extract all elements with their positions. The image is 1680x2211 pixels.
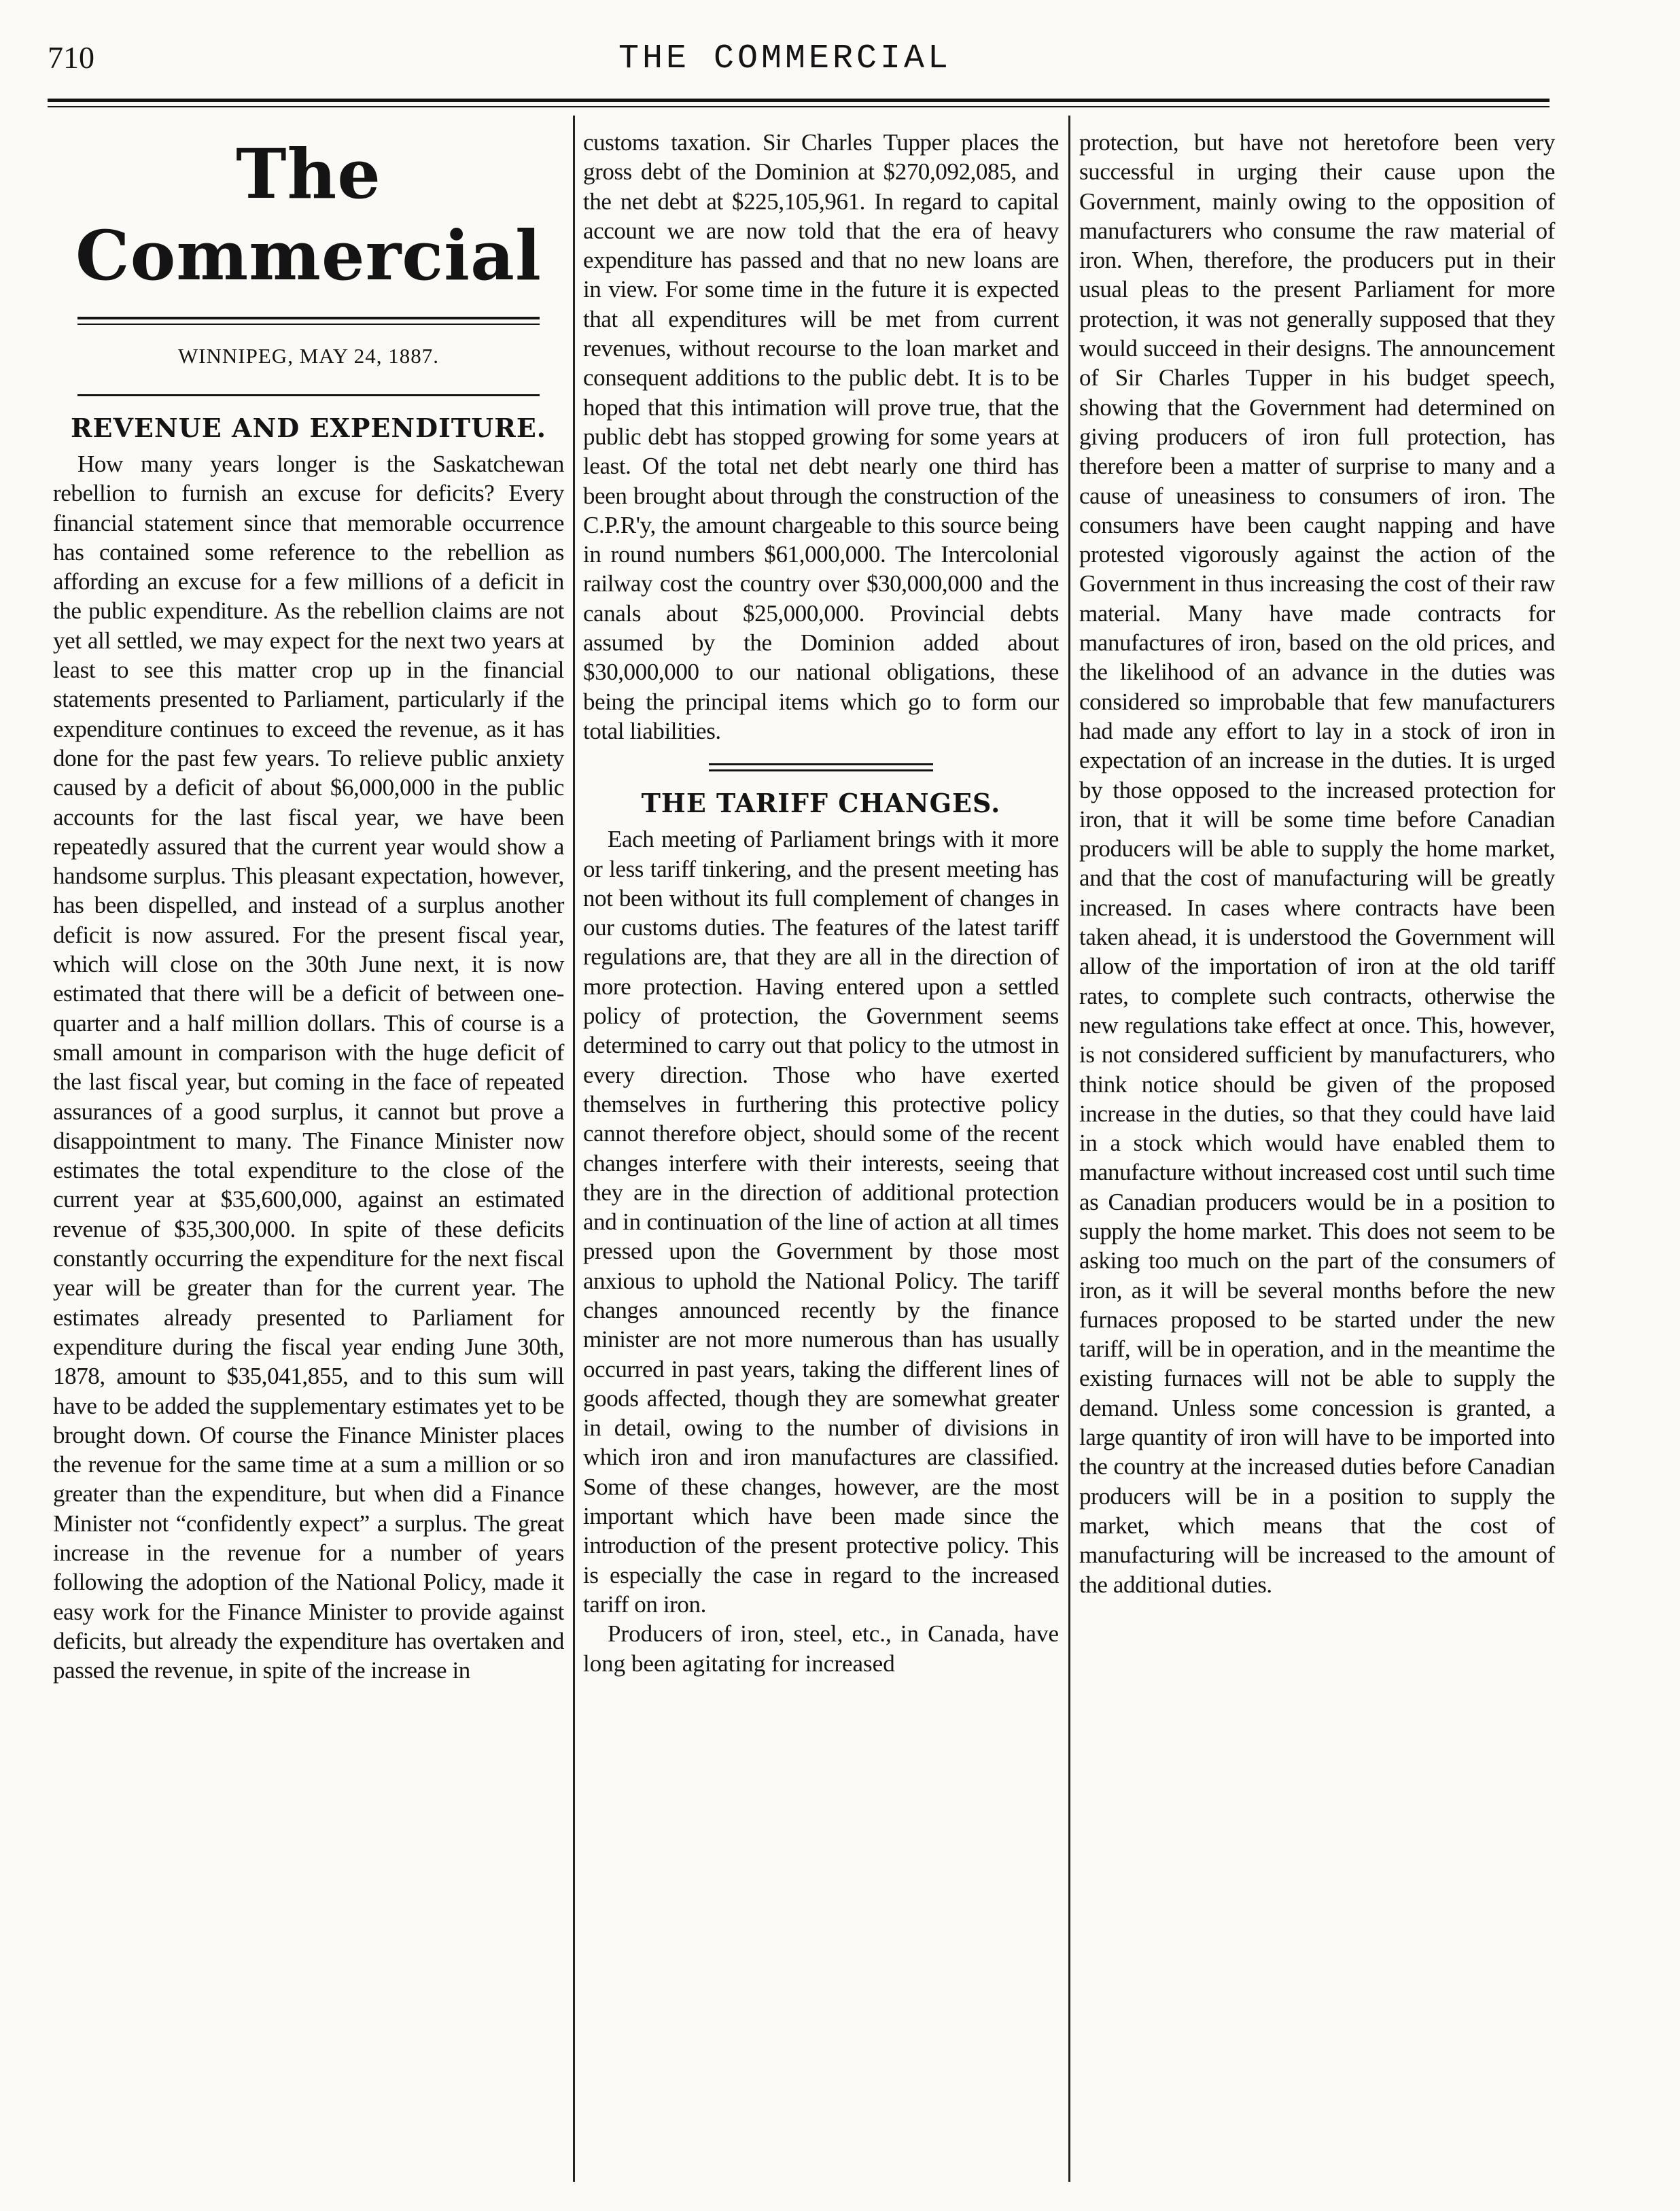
article-paragraph: How many years longer is the Saskatchewan rebellion to furnish an excuse for deficits? Every financial statement since that memorable occurrence has contained some reference to the rebellion as affording an excuse for a few millions of a deficit in the public expenditure. As the rebellion claims are not yet all settled, we may expect for the next two years at least to see this matter crop up in the financial statements presented to Parliament, particularly if the expenditure continues to exceed the revenue, as it has done for the past few years. To relieve public anxiety caused by a deficit of about $6,000,000 in the public accounts for the last fiscal year, we have been repeatedly assured that the current year would show a handsome surplus. This pleasant expectation, however, has been dispelled, and instead of a surplus another deficit is now assured. For the present fiscal year, which will close on the 30th June next, it is now estimated that there will be a deficit of between one-quarter and a half million dollars. This of course is a small amount in comparison with the huge deficit of the last fiscal year, but coming in the face of repeated assurances of a good surplus, it cannot but prove a disappointment to many. The Finance Minister now estimates the total expenditure to the close of the current year at $35,600,000, against an estimated revenue of $35,300,000. In spite of these deficits constantly occurring the expenditure for the next fiscal year will be greater than for the current year. The estimates already presented to Parliament for expenditure during the fiscal year ending June 30th, 1878, amount to $35,041,855, and to this sum will have to be added the supplementary estimates yet to be brought down. Of course the Finance Minister places the revenue for the same time at a sum a million or so greater than the expenditure, but when did a Finance Minister not “confidently expect” a surplus. The great increase in the revenue for a number of years following the adoption of the National Policy, made it easy work for the Finance Minister to provide against deficits, but already the expenditure has overtaken and passed the revenue, in spite of the increase in: [53, 451, 564, 1684]
masthead-rule: [77, 324, 540, 325]
article-paragraph: customs taxation. Sir Charles Tupper places the gross debt of the Dominion at $270,092,085, and the net debt at $225,105,961. In regard to capital account we are now told that the era of heavy expenditure has passed and that no new loans are in view. For some time in the future it is expected that all expenditures will be met from current revenues, without recourse to the loan market and consequent additions to the public debt. It is to be hoped that this intimation will prove true, that the public debt has stopped growing for some years at least. Of the total net debt nearly one third has been brought about through the construction of the C.P.R'y, the amount chargeable to this source being in round numbers $61,000,000. The Intercolonial railway cost the country over $30,000,000 and the canals about $25,000,000. Provincial debts assumed by the Dominion added about $30,000,000 to our national obligations, these being the principal items which go to form our total liabilities.: [583, 129, 1059, 744]
section-rule: [77, 394, 540, 396]
column-divider: [573, 116, 575, 2182]
article-paragraph: Each meeting of Parliament brings with it more or less tariff tinkering, and the present meeting has not been without its full complement of changes in our customs duties. The features of the latest tariff regulations are, that they are all in the direction of more protection. Having entered upon a settled policy of protection, the Government seems determined to carry out that policy to the utmost in every direction. Those who have exerted themselves in furthering this protective policy cannot therefore object, should some of the recent changes interfere with their interests, seeing that they are in the direction of additional protection and in continuation of the line of action at all times pressed upon the Government by those most anxious to uphold the National Policy. The tariff changes announced recently by the finance minister are not more numerous than has usually occurred in past years, taking the different lines of goods affected, though they are somewhat greater in detail, owing to the number of divisions in which iron and iron manufactures are classified. Some of these changes, however, are the most important which have been made since the introduction of the present protective policy. This is especially the case in regard to the increased tariff on iron.: [583, 826, 1059, 1618]
column-2: [583, 128, 1059, 1678]
article-headline: THE TARIFF CHANGES.: [641, 788, 1001, 819]
article-headline: REVENUE AND EXPENDITURE.: [70, 413, 547, 443]
article-paragraph: Producers of iron, steel, etc., in Canada, have long been agitating for increased: [583, 1620, 1059, 1677]
article-paragraph: protection, but have not heretofore been very successful in urging their cause upon the Government, mainly owing to the opposition of manufacturers who consume the raw material of iron. When, therefore, the producers put in their usual pleas to the present Parliament for more protection, it was not generally supposed that they would succeed in their designs. The announcement of Sir Charles Tupper in his budget speech, showing that the Government had determined on giving producers of iron full protection, has therefore been a matter of surprise to many and a cause of uneasiness to consumers of iron. The consumers have been caught napping and have protested vigorously against the action of the Government in thus increasing the cost of their raw material. Many have made contracts for manufactures of iron, based on the old prices, and the likelihood of an advance in the duties was considered so improbable that few manufacturers had made any effort to lay in a stock of iron in expectation of an increase in the duties. It is urged by those opposed to the increased protection for iron, that it will be some time before Canadian producers will be able to supply the home market, and that the cost of manufacturing will be greatly increased. In cases where contracts have been taken ahead, it is understood the Government will allow of the importation of iron at the old tariff rates, to complete such contracts, otherwise the new regulations take effect at once. This, however, is not considered sufficient by manufacturers, who think notice should be given of the proposed increase in the duties, so that they could have laid in a stock which would have enabled them to manufacture without increased cost until such time as Canadian producers would be in a position to supply the home market. This does not seem to be asking too much on the part of the consumers of iron, as it will be several months before the new furnaces proposed to be started under the new tariff, will be in operation, and in the meantime the existing furnaces will not be able to supply the demand. Unless some concession is granted, a large quantity of iron will have to be imported into the country at the increased duties before Canadian producers will be in a position to supply the market, which means that the cost of manufacturing will be increased to the amount of the additional duties.: [1079, 129, 1555, 1598]
masthead-rule: [77, 317, 540, 319]
dateline: WINNIPEG, MAY 24, 1887.: [177, 344, 440, 368]
header-rule-thick: [48, 99, 1550, 102]
page-number: 710: [48, 40, 94, 75]
header-rule-thin: [48, 106, 1550, 107]
masthead-title: The Commercial: [75, 134, 542, 296]
column-3: [1079, 128, 1555, 1599]
column-divider: [1068, 116, 1070, 2182]
section-ornament: [709, 763, 933, 771]
column-1: [53, 128, 564, 1685]
header-title: THE COMMERCIAL: [618, 39, 952, 78]
running-head: [48, 39, 1522, 94]
